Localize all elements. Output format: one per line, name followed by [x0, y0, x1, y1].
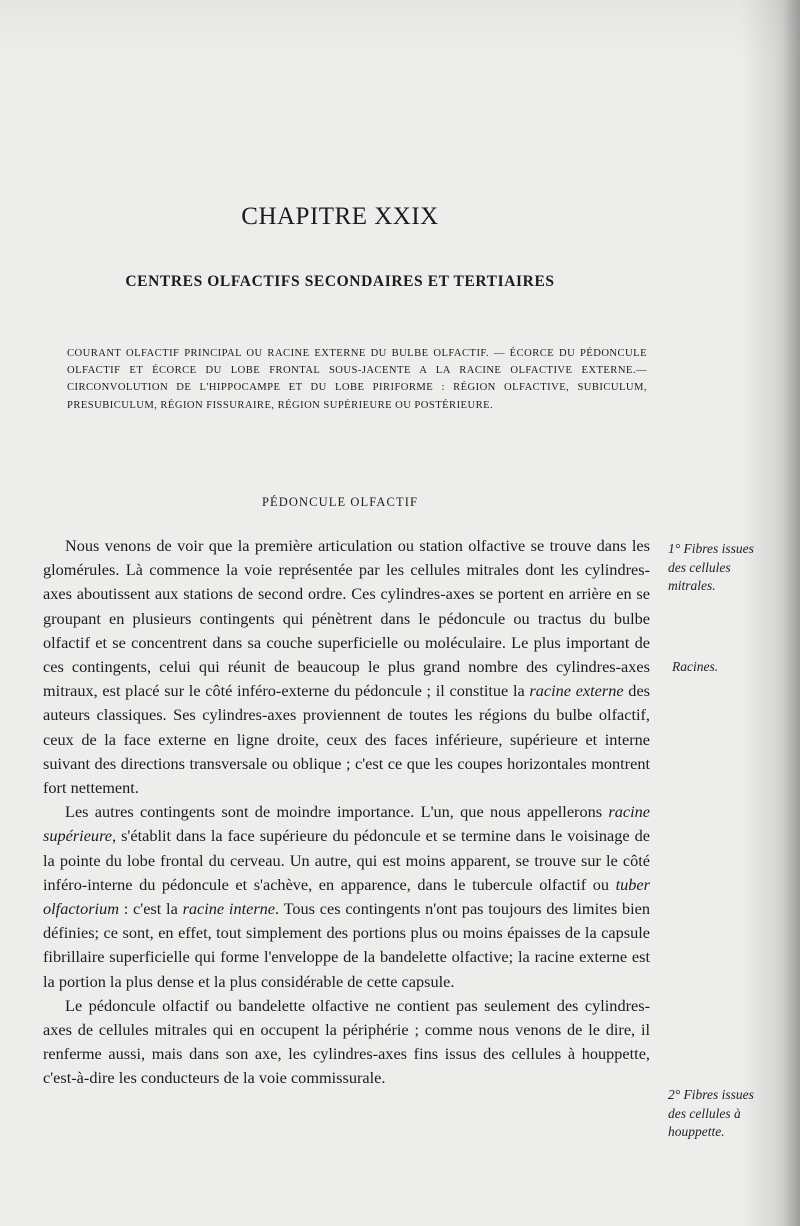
chapter-title: CHAPITRE XXIX — [241, 203, 439, 230]
paragraph-2 — [43, 800, 650, 994]
paragraph-1-part-b: des auteurs classiques. Ses cylindres-axes proviennent de toutes les régions du bulbe olfactif, ceux de la face externe en ligne droite, ceux des faces inférieure, supérieure et interne suivant des directions transversale ou oblique ; c'est ce que les coupes horizontales montrent fort nettement. — [43, 681, 651, 798]
body-text — [43, 534, 650, 1091]
paragraph-2-part-c: : c'est la — [118, 899, 183, 919]
margin-note-fibres-mitrales: 1° Fibres issues des cellules mitrales. — [668, 541, 754, 593]
term-racine-externe: racine externe — [529, 681, 624, 701]
paragraph-2-part-d: . Tous ces contingents n'ont pas toujours des limites bien définies; ce sont, en effet, tout simplement des portions plus ou moins épaisses de la capsule fibrillaire superficielle qui forme l'enveloppe de la bandelette olfactive; la racine externe est la portion la plus dense et la plus considérable de cette capsule. — [43, 899, 650, 991]
paragraph-2-part-b: , s'établit dans la face supérieure du pédoncule et se termine dans le voisinage de la pointe du lobe frontal du cerveau. Un autre, qui est moins apparent, se trouve sur le côté inféro-interne du pédoncule et s'achève, en apparence, dans le tubercule olfactif ou — [43, 826, 650, 894]
chapter-subtitle: CENTRES OLFACTIFS SECONDAIRES ET TERTIAIRES — [125, 273, 555, 290]
term-racine-superieure: racine supérieure — [43, 802, 650, 846]
page-edge-shadow — [782, 0, 800, 1226]
margin-note-racines: Racines. — [672, 659, 719, 674]
section-heading: PÉDONCULE OLFACTIF — [261, 495, 419, 509]
margin-note-fibres-houppette: 2° Fibres issues des cellules à houppette. — [668, 1087, 754, 1139]
paragraph-1-part-a: Nous venons de voir que la première articulation ou station olfactive se trouve dans les glomérules. Là commence la voie représentée par les cellules mitrales dont les cylindres-axes aboutissent aux stations de second ordre. Ces cylindres-axes se portent en arrière en se groupant en plusieurs contingents qui pénètrent dans le pédoncule ou tractus du bulbe olfactif et se concentrent dans sa couche superficielle ou moléculaire. Le plus important de ces contingents, celui qui réunit de beaucoup le plus grand nombre des cylindres-axes mitraux, est placé sur le côté inféro-externe du pédoncule ; il constitue la — [43, 536, 650, 701]
paragraph-2-part-a: Les autres contingents sont de moindre importance. L'un, que nous appellerons — [65, 802, 609, 822]
chapter-summary: COURANT OLFACTIF PRINCIPAL OU RACINE EXTERNE DU BULBE OLFACTIF. — ÉCORCE DU PÉDONCULE OLFACTIF ET ÉCORCE DU LOBE FRONTAL SOUS-JACENTE A LA RACINE OLFACTIVE EXTERNE.— CIRCONVOLUTION DE L'HIPPOCAMPE ET DU LOBE PIRIFORME : RÉGION OLFACTIVE, SUBICULUM, PRESUBICULUM, RÉGION FISSURAIRE, RÉGION SUPÉRIEURE OU POSTÉRIEURE. — [67, 348, 647, 411]
term-racine-interne: racine interne — [182, 899, 276, 919]
paragraph-1 — [43, 534, 650, 800]
paragraph-3: Le pédoncule olfactif ou bandelette olfactive ne contient pas seulement des cylindres-axes de cellules mitrales qui en occupent la périphérie ; comme nous venons de le dire, il renferme aussi, mais dans son axe, les cylindres-axes fins issus des cellules à houppette, c'est-à-dire les conducteurs de la voie commissurale. — [43, 995, 650, 1088]
term-tuber-olfactorium: tuber olfactorium — [43, 874, 650, 919]
